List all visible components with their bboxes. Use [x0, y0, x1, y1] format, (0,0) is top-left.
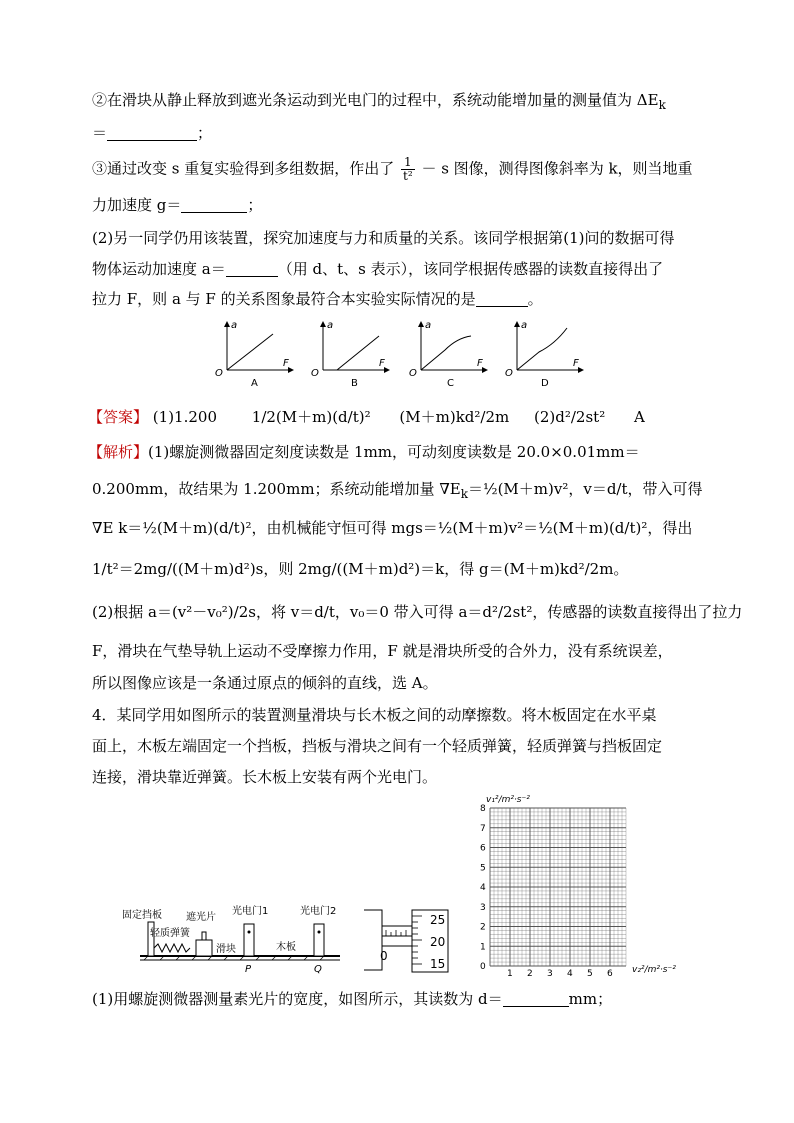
q4-line2: 面上，木板左端固定一个挡板，挡板与滑块之间有一个轻质弹簧，轻质弹簧与挡板固定 — [92, 737, 663, 755]
apparatus-diagram — [120, 900, 350, 980]
spring-icon — [154, 944, 190, 952]
gate1-icon — [244, 924, 254, 956]
q4-part1-line: (1)用螺旋测微器测量素光片的宽度，如图所示，其读数为 d＝ mm； — [92, 990, 613, 1008]
answer-blank — [181, 196, 247, 213]
graph-a — [215, 320, 293, 389]
slider-block — [196, 940, 212, 956]
answer-tag: 【答案】 — [88, 408, 149, 426]
svg-text:A: A — [251, 378, 258, 389]
q3-part3-line1: ③通过改变 s 重复实验得到多组数据，作出了 $\frac{1}{\text{t²}}$ － s 图像，测得图像斜率为 k，则当地重 — [92, 155, 693, 183]
fraction-1-over-t2: $\frac{1}{\text{t²}}$ — [403, 155, 413, 183]
v2-grid-chart — [466, 790, 676, 978]
q3-part3-line2: 力加速度 g＝ ； — [92, 196, 263, 214]
svg-text:F: F — [379, 358, 385, 369]
a-f-graphs — [205, 318, 595, 390]
svg-text:轻质弹簧: 轻质弹簧 — [150, 928, 190, 939]
x-axis-label: v₂²/m²·s⁻² — [632, 965, 676, 975]
analysis-line1: 【解析】(1)螺旋测微器固定刻度读数是 1mm，可动刻度读数是 20.0×0.01mm＝ — [88, 443, 640, 461]
y-tick-label: 3 — [480, 902, 486, 913]
answer-blank — [503, 990, 569, 1007]
svg-text:光电门1: 光电门1 — [232, 906, 269, 917]
svg-text:B: B — [351, 378, 358, 389]
svg-text:O: O — [409, 368, 417, 379]
y-tick-label: 6 — [480, 843, 486, 854]
svg-text:a: a — [425, 320, 432, 331]
y-tick-label: 5 — [480, 863, 486, 874]
svg-text:0: 0 — [380, 949, 388, 963]
svg-text:P: P — [245, 964, 252, 975]
x-tick-label: 3 — [547, 969, 553, 978]
answer-line: 【答案】 (1)1.200 1/2(M＋m)(d/t)² (M＋m)kd²/2m (2)d²/2st² A — [88, 408, 645, 426]
svg-text:F: F — [477, 358, 483, 369]
y-tick-label: 1 — [480, 942, 486, 953]
q3-part2-line2: ＝ ； — [92, 124, 213, 142]
analysis-line2: 0.200mm，故结果为 1.200mm；系统动能增加量 $\nabla E_k=\frac{1}{2}(M+m)v^2$，v＝d/t，带入可得 — [92, 480, 703, 501]
x-tick-label: 4 — [567, 969, 573, 978]
analysis-tag: 【解析】 — [88, 443, 149, 461]
y-tick-label: 7 — [480, 823, 486, 834]
answer-blank — [107, 124, 197, 141]
q3-part4-line2: 物体运动加速度 a＝ （用 d、t、s 表示），该同学根据传感器的读数直接得出了 — [92, 260, 664, 278]
x-tick-label: 1 — [507, 969, 513, 978]
x-tick-label: 2 — [527, 969, 533, 978]
svg-text:a: a — [521, 320, 528, 331]
svg-text:F: F — [573, 358, 579, 369]
graph-b — [311, 320, 389, 389]
svg-text:D: D — [541, 378, 549, 389]
analysis-line5: (2)根据 a＝(v²－v₀²)/2s，将 v＝d/t，v₀＝0 带入可得 a＝d²/2st²，传感器的读数直接得出了拉力 — [92, 603, 743, 621]
y-tick-label: 0 — [480, 962, 486, 972]
q3-part4-line1: (2)另一同学仍用该装置，探究加速度与力和质量的关系。该同学根据第(1)问的数据可得 — [92, 229, 675, 247]
svg-text:滑块: 滑块 — [216, 944, 236, 955]
svg-text:固定挡板: 固定挡板 — [122, 910, 162, 921]
q3-part4-line3: 拉力 F，则 a 与 F 的关系图象最符合本实验实际情况的是 。 — [92, 290, 543, 308]
y-tick-label: 2 — [480, 922, 486, 933]
analysis-line7: 所以图像应该是一条通过原点的倾斜的直线，选 A。 — [92, 674, 438, 692]
x-tick-label: 5 — [587, 969, 593, 978]
micrometer-diagram — [362, 904, 458, 976]
y-tick-label: 8 — [480, 804, 486, 814]
y-tick-label: 4 — [480, 883, 486, 893]
svg-text:25: 25 — [430, 913, 446, 927]
svg-text:F: F — [283, 358, 289, 369]
svg-text:木板: 木板 — [276, 942, 296, 953]
graph-d — [505, 320, 583, 389]
gate2-icon — [314, 924, 324, 956]
y-axis-label: v₁²/m²·s⁻² — [486, 795, 530, 805]
analysis-line4: 1/t²＝2mg/((M＋m)d²)s，则 2mg/((M＋m)d²)＝k，得 g＝(M＋m)kd²/2m。 — [92, 560, 629, 578]
svg-text:a: a — [327, 320, 334, 331]
svg-text:C: C — [447, 378, 454, 389]
svg-text:15: 15 — [430, 957, 446, 971]
svg-text:20: 20 — [430, 935, 446, 949]
q4-line3: 连接，滑块靠近弹簧。长木板上安装有两个光电门。 — [92, 768, 438, 786]
svg-text:O: O — [311, 368, 319, 379]
svg-text:O: O — [505, 368, 513, 379]
analysis-line3: ∇E k＝½(M＋m)(d/t)²，由机械能守恒可得 mgs＝½(M＋m)v²＝½(M＋m)(d/t)²，得出 — [92, 519, 693, 537]
svg-text:Q: Q — [314, 964, 322, 975]
graph-c — [409, 320, 487, 389]
answer-blank — [476, 290, 528, 307]
x-tick-label: 6 — [607, 969, 613, 978]
answer-blank — [226, 260, 278, 277]
svg-text:遮光片: 遮光片 — [186, 912, 216, 923]
q3-part2-line1: ②在滑块从静止释放到遮光条运动到光电门的过程中，系统动能增加量的测量值为 $\Delta E_k$ — [92, 91, 666, 112]
svg-text:光电门2: 光电门2 — [300, 906, 337, 917]
q4-line1: 4．某同学用如图所示的装置测量滑块与长木板之间的动摩擦数。将木板固定在水平桌 — [92, 706, 657, 724]
svg-text:O: O — [215, 368, 223, 379]
analysis-line6: F，滑块在气垫导轨上运动不受摩擦力作用，F 就是滑块所受的合外力，没有系统误差， — [92, 642, 673, 660]
svg-text:a: a — [231, 320, 238, 331]
